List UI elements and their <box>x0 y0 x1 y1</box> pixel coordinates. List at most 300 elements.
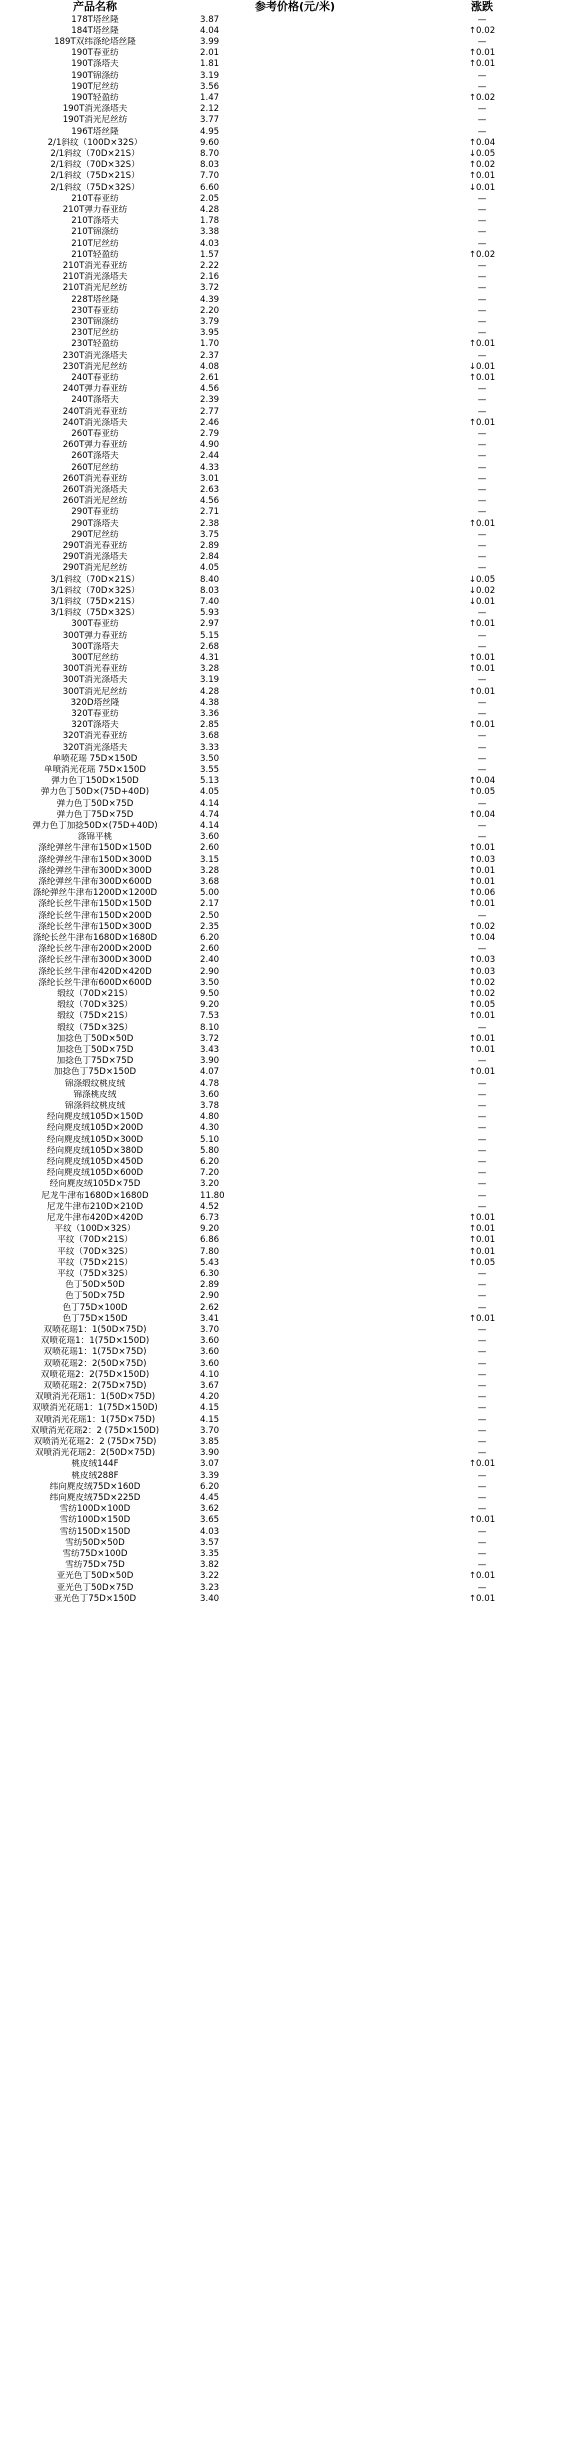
product-name-cell: 经向麂皮绒105D×600D <box>46 1168 144 1179</box>
product-name-cell: 260T春亚纺 <box>71 428 119 439</box>
change-cell: ↑0.01 <box>468 171 496 182</box>
price-cell: 2.16 <box>200 272 220 283</box>
product-name-cell: 亚光色丁75D×150D <box>53 1593 137 1604</box>
table-row <box>0 664 564 675</box>
change-cell: — <box>477 552 487 563</box>
price-cell: 3.70 <box>200 1425 220 1436</box>
table-row <box>0 1235 564 1246</box>
product-name-cell: 3/1斜纹（70D×32S） <box>50 585 140 596</box>
price-cell: 4.56 <box>200 384 220 395</box>
price-cell: 4.15 <box>200 1414 220 1425</box>
price-cell: 2.22 <box>200 260 220 271</box>
product-name-cell: 雪纺100D×150D <box>59 1515 131 1526</box>
product-name-cell: 230T消光尼丝纺 <box>62 361 128 372</box>
product-name-cell: 色丁50D×75D <box>65 1291 125 1302</box>
price-cell: 3.15 <box>200 854 220 865</box>
product-name-cell: 290T春亚纺 <box>71 507 119 518</box>
price-cell: 7.70 <box>200 171 220 182</box>
product-name-cell: 色丁50D×50D <box>65 1280 125 1291</box>
table-row <box>0 720 564 731</box>
product-name-cell: 尼龙牛津布210D×210D <box>46 1201 144 1212</box>
product-name-cell: 230T轻盈纺 <box>71 339 119 350</box>
product-name-cell: 双喷花瑶2：2(75D×150D) <box>40 1369 150 1380</box>
change-cell: — <box>477 1526 487 1537</box>
change-cell: — <box>477 753 487 764</box>
price-cell: 8.03 <box>200 160 220 171</box>
table-row <box>0 474 564 485</box>
product-name-cell: 190T轻盈纺 <box>71 92 119 103</box>
product-name-cell: 190T春亚纺 <box>71 48 119 59</box>
product-name-cell: 雪纺100D×100D <box>59 1504 131 1515</box>
product-name-cell: 210T锦涤纺 <box>71 227 119 238</box>
change-cell: ↑0.02 <box>468 92 496 103</box>
table-row <box>0 619 564 630</box>
change-cell: ↑0.01 <box>468 1044 496 1055</box>
table-row <box>0 373 564 384</box>
price-cell: 5.13 <box>200 776 220 787</box>
table-row <box>0 877 564 888</box>
product-name-cell: 190T消光涤塔夫 <box>62 104 128 115</box>
table-row <box>0 787 564 798</box>
change-cell: — <box>477 350 487 361</box>
change-cell: — <box>477 1358 487 1369</box>
table-row <box>0 496 564 507</box>
table-row <box>0 407 564 418</box>
table-row <box>0 866 564 877</box>
table-row <box>0 1594 564 1605</box>
change-cell: ↑0.01 <box>468 1313 496 1324</box>
table-row <box>0 451 564 462</box>
change-cell: — <box>477 1548 487 1559</box>
table-row <box>0 1426 564 1437</box>
change-cell: — <box>477 406 487 417</box>
table-row <box>0 239 564 250</box>
table-row <box>0 1202 564 1213</box>
product-name-cell: 230T消光涤塔夫 <box>62 350 128 361</box>
table-row <box>0 418 564 429</box>
price-cell: 2.89 <box>200 540 220 551</box>
table-row <box>0 351 564 362</box>
price-cell: 2.77 <box>200 406 220 417</box>
price-cell: 3.19 <box>200 675 220 686</box>
product-name-cell: 300T弹力春亚纺 <box>62 630 128 641</box>
table-row <box>0 395 564 406</box>
product-name-cell: 涤纶弹丝牛津布150D×150D <box>38 843 152 854</box>
change-cell: ↑0.01 <box>468 1235 496 1246</box>
product-name-cell: 桃皮绒288F <box>71 1470 119 1481</box>
price-cell: 11.80 <box>200 1190 225 1201</box>
price-cell: 3.82 <box>200 1560 220 1571</box>
price-cell: 3.55 <box>200 764 220 775</box>
price-cell: 7.20 <box>200 1168 220 1179</box>
change-cell: — <box>477 1268 487 1279</box>
price-cell: 3.28 <box>200 865 220 876</box>
product-name-cell: 260T涤塔夫 <box>71 451 119 462</box>
table-row <box>0 687 564 698</box>
price-cell: 2.97 <box>200 619 220 630</box>
change-cell: — <box>477 1582 487 1593</box>
product-name-cell: 桃皮绒144F <box>71 1459 119 1470</box>
price-cell: 4.52 <box>200 1201 220 1212</box>
price-cell: 3.19 <box>200 70 220 81</box>
change-cell: ↓0.01 <box>468 182 496 193</box>
price-cell: 2.44 <box>200 451 220 462</box>
change-cell: — <box>477 742 487 753</box>
table-row <box>0 82 564 93</box>
price-cell: 3.43 <box>200 1044 220 1055</box>
change-cell: — <box>477 384 487 395</box>
change-cell: — <box>477 1369 487 1380</box>
change-cell: — <box>477 227 487 238</box>
table-row <box>0 1325 564 1336</box>
product-name-cell: 雪纺75D×100D <box>62 1548 128 1559</box>
table-row <box>0 485 564 496</box>
change-cell: ↑0.01 <box>468 899 496 910</box>
table-row <box>0 127 564 138</box>
change-cell: — <box>477 1179 487 1190</box>
product-name-cell: 双喷消光花瑶2：2 (75D×150D) <box>30 1425 160 1436</box>
table-row <box>0 955 564 966</box>
table-row <box>0 1168 564 1179</box>
change-cell: — <box>477 1403 487 1414</box>
table-row <box>0 1191 564 1202</box>
product-name-cell: 3/1斜纹（75D×32S） <box>50 608 140 619</box>
product-name-cell: 210T弹力春亚纺 <box>62 204 128 215</box>
price-cell: 6.60 <box>200 182 220 193</box>
price-cell: 3.78 <box>200 1100 220 1111</box>
product-name-cell: 2/1斜纹（75D×21S） <box>50 171 140 182</box>
table-row <box>0 149 564 160</box>
change-cell: ↑0.02 <box>468 988 496 999</box>
table-row <box>0 328 564 339</box>
product-name-cell: 260T消光尼丝纺 <box>62 496 128 507</box>
change-cell: ↑0.01 <box>468 1593 496 1604</box>
product-name-cell: 缎纹（75D×32S） <box>57 1022 133 1033</box>
change-cell: ↑0.04 <box>468 137 496 148</box>
product-name-cell: 300T消光春亚纺 <box>62 664 128 675</box>
change-cell: ↑0.01 <box>468 1067 496 1078</box>
change-cell: ↑0.01 <box>468 1033 496 1044</box>
table-row <box>0 37 564 48</box>
price-cell: 2.39 <box>200 395 220 406</box>
change-cell: — <box>477 1481 487 1492</box>
change-cell: — <box>477 104 487 115</box>
product-name-cell: 单喷花瑶 75D×150D <box>52 753 138 764</box>
table-row <box>0 339 564 350</box>
price-cell: 3.99 <box>200 36 220 47</box>
product-name-cell: 210T消光尼丝纺 <box>62 283 128 294</box>
price-cell: 4.74 <box>200 809 220 820</box>
price-cell: 9.50 <box>200 988 220 999</box>
price-cell: 3.72 <box>200 1033 220 1044</box>
price-cell: 2.63 <box>200 484 220 495</box>
price-cell: 3.39 <box>200 1470 220 1481</box>
product-name-cell: 纬向麂皮绒75D×225D <box>49 1492 141 1503</box>
table-row <box>0 1303 564 1314</box>
product-name-cell: 涤纶长丝牛津布1680D×1680D <box>32 932 158 943</box>
change-cell: ↑0.03 <box>468 955 496 966</box>
price-cell: 2.37 <box>200 350 220 361</box>
table-row <box>0 1538 564 1549</box>
table-row <box>0 1560 564 1571</box>
table-row <box>0 1504 564 1515</box>
change-cell: — <box>477 294 487 305</box>
table-row <box>0 1146 564 1157</box>
table-row <box>0 250 564 261</box>
product-name-cell: 平纹（100D×32S） <box>54 1224 136 1235</box>
product-name-cell: 双喷花瑶1：1(50D×75D) <box>43 1324 147 1335</box>
product-name-cell: 弹力色丁加捻50D×(75D+40D) <box>32 820 158 831</box>
price-cell: 2.60 <box>200 843 220 854</box>
table-row <box>0 1123 564 1134</box>
price-cell: 2.62 <box>200 1302 220 1313</box>
change-cell: ↑0.02 <box>468 25 496 36</box>
table-row <box>0 306 564 317</box>
table-header <box>0 0 564 14</box>
table-row <box>0 1392 564 1403</box>
product-name-cell: 双喷花瑶1：1(75D×150D) <box>40 1336 150 1347</box>
table-row <box>0 922 564 933</box>
table-row <box>0 183 564 194</box>
table-row <box>0 810 564 821</box>
price-cell: 2.12 <box>200 104 220 115</box>
change-cell: — <box>477 708 487 719</box>
table-row <box>0 608 564 619</box>
change-cell: — <box>477 1112 487 1123</box>
table-row <box>0 1471 564 1482</box>
table-row <box>0 642 564 653</box>
table-row <box>0 1314 564 1325</box>
price-cell: 4.08 <box>200 361 220 372</box>
change-cell: ↑0.01 <box>468 59 496 70</box>
price-cell: 3.28 <box>200 664 220 675</box>
product-name-cell: 240T消光春亚纺 <box>62 406 128 417</box>
change-cell: ↑0.01 <box>468 865 496 876</box>
product-name-cell: 经向麂皮绒105D×150D <box>46 1112 144 1123</box>
product-name-cell: 色丁75D×100D <box>62 1302 128 1313</box>
price-cell: 3.33 <box>200 742 220 753</box>
change-cell: — <box>477 1022 487 1033</box>
price-cell: 1.47 <box>200 92 220 103</box>
change-cell: ↑0.01 <box>468 876 496 887</box>
change-cell: ↑0.01 <box>468 664 496 675</box>
table-row <box>0 160 564 171</box>
table-row <box>0 1583 564 1594</box>
product-name-cell: 240T消光涤塔夫 <box>62 417 128 428</box>
product-name-cell: 290T尼丝纺 <box>71 529 119 540</box>
price-cell: 6.86 <box>200 1235 220 1246</box>
table-row <box>0 911 564 922</box>
change-cell: ↑0.01 <box>468 1571 496 1582</box>
product-name-cell: 经向麂皮绒105D×75D <box>49 1179 141 1190</box>
table-row <box>0 933 564 944</box>
price-cell: 3.70 <box>200 1324 220 1335</box>
header-price-change: 涨跌 <box>471 0 493 13</box>
change-cell: — <box>477 697 487 708</box>
change-cell: — <box>477 204 487 215</box>
table-row <box>0 530 564 541</box>
price-cell: 1.70 <box>200 339 220 350</box>
product-name-cell: 尼龙牛津布1680D×1680D <box>41 1190 149 1201</box>
price-cell: 6.30 <box>200 1268 220 1279</box>
product-name-cell: 210T涤塔夫 <box>71 216 119 227</box>
table-row <box>0 1359 564 1370</box>
product-name-cell: 亚光色丁50D×75D <box>56 1582 134 1593</box>
table-row <box>0 1459 564 1470</box>
table-row <box>0 597 564 608</box>
product-name-cell: 210T尼丝纺 <box>71 238 119 249</box>
product-name-cell: 弹力色丁50D×(75D+40D) <box>40 787 150 798</box>
change-cell: — <box>477 1324 487 1335</box>
change-cell: — <box>477 1537 487 1548</box>
table-row <box>0 765 564 776</box>
product-name-cell: 缎纹（75D×21S） <box>57 1011 133 1022</box>
price-cell: 3.60 <box>200 1358 220 1369</box>
change-cell: — <box>477 216 487 227</box>
table-row <box>0 675 564 686</box>
product-name-cell: 锦涤桃皮绒 <box>73 1089 117 1100</box>
table-row <box>0 843 564 854</box>
price-cell: 2.20 <box>200 305 220 316</box>
table-row <box>0 1437 564 1448</box>
table-row <box>0 586 564 597</box>
change-cell: — <box>477 1134 487 1145</box>
price-cell: 6.73 <box>200 1212 220 1223</box>
table-row <box>0 283 564 294</box>
price-cell: 5.00 <box>200 888 220 899</box>
price-cell: 3.23 <box>200 1582 220 1593</box>
price-cell: 5.15 <box>200 630 220 641</box>
table-row <box>0 26 564 37</box>
change-cell: — <box>477 462 487 473</box>
change-cell: — <box>477 1425 487 1436</box>
table-row <box>0 1291 564 1302</box>
table-row <box>0 463 564 474</box>
price-cell: 3.40 <box>200 1593 220 1604</box>
change-cell: — <box>477 1336 487 1347</box>
price-cell: 3.56 <box>200 81 220 92</box>
product-name-cell: 经向麂皮绒105D×380D <box>46 1145 144 1156</box>
table-row <box>0 1482 564 1493</box>
price-cell: 9.20 <box>200 1000 220 1011</box>
price-cell: 4.90 <box>200 440 220 451</box>
product-name-cell: 300T尼丝纺 <box>71 652 119 663</box>
product-name-cell: 210T春亚纺 <box>71 193 119 204</box>
price-cell: 2.46 <box>200 417 220 428</box>
change-cell: — <box>477 81 487 92</box>
price-cell: 6.20 <box>200 1156 220 1167</box>
price-cell: 2.38 <box>200 518 220 529</box>
product-name-cell: 平纹（75D×32S） <box>57 1268 133 1279</box>
product-name-cell: 弹力色丁75D×75D <box>56 809 134 820</box>
price-cell: 2.61 <box>200 372 220 383</box>
change-cell: — <box>477 115 487 126</box>
price-cell: 3.60 <box>200 832 220 843</box>
product-name-cell: 涤纶长丝牛津布600D×600D <box>38 977 152 988</box>
product-name-cell: 2/1斜纹（70D×21S） <box>50 148 140 159</box>
change-cell: — <box>477 1448 487 1459</box>
table-row <box>0 709 564 720</box>
product-name-cell: 320T春亚纺 <box>71 708 119 719</box>
price-cell: 3.41 <box>200 1313 220 1324</box>
price-cell: 5.43 <box>200 1257 220 1268</box>
table-row <box>0 1213 564 1224</box>
change-cell: — <box>477 283 487 294</box>
change-cell: ↑0.02 <box>468 921 496 932</box>
product-name-cell: 320T消光春亚纺 <box>62 731 128 742</box>
product-name-cell: 涤纶弹丝牛津布150D×300D <box>38 854 152 865</box>
change-cell: ↑0.01 <box>468 652 496 663</box>
table-row <box>0 272 564 283</box>
product-name-cell: 210T消光春亚纺 <box>62 260 128 271</box>
product-name-cell: 双喷消光花瑶1：1(75D×150D) <box>32 1403 158 1414</box>
change-cell: — <box>477 764 487 775</box>
product-name-cell: 290T消光春亚纺 <box>62 540 128 551</box>
change-cell: — <box>477 1089 487 1100</box>
table-row <box>0 821 564 832</box>
change-cell: ↑0.01 <box>468 1224 496 1235</box>
price-cell: 3.20 <box>200 1179 220 1190</box>
change-cell: ↑0.01 <box>468 1459 496 1470</box>
change-cell: — <box>477 832 487 843</box>
product-name-cell: 双喷消光花瑶2：2 (75D×75D) <box>33 1436 157 1447</box>
product-name-cell: 双喷花瑶1：1(75D×75D) <box>43 1347 147 1358</box>
price-cell: 4.05 <box>200 563 220 574</box>
product-name-cell: 260T消光春亚纺 <box>62 473 128 484</box>
product-name-cell: 189T双纬涤纶塔丝隆 <box>54 36 136 47</box>
change-cell: — <box>477 675 487 686</box>
price-cell: 2.40 <box>200 955 220 966</box>
product-name-cell: 缎纹（70D×21S） <box>57 988 133 999</box>
product-name-cell: 锦涤缎纹桃皮绒 <box>64 1078 126 1089</box>
change-cell: — <box>477 529 487 540</box>
product-name-cell: 3/1斜纹（75D×21S） <box>50 596 140 607</box>
price-cell: 4.38 <box>200 697 220 708</box>
price-cell: 4.28 <box>200 686 220 697</box>
product-name-cell: 加捻色丁75D×75D <box>56 1056 134 1067</box>
price-cell: 3.36 <box>200 708 220 719</box>
table-row <box>0 978 564 989</box>
table-row <box>0 1135 564 1146</box>
table-row <box>0 429 564 440</box>
change-cell: — <box>477 1560 487 1571</box>
change-cell: — <box>477 14 487 25</box>
product-name-cell: 228T塔丝隆 <box>71 294 119 305</box>
change-cell: — <box>477 608 487 619</box>
price-cell: 2.60 <box>200 944 220 955</box>
price-cell: 3.60 <box>200 1336 220 1347</box>
product-name-cell: 加捻色丁75D×150D <box>53 1067 137 1078</box>
table-row <box>0 59 564 70</box>
price-cell: 2.01 <box>200 48 220 59</box>
price-cell: 3.77 <box>200 115 220 126</box>
price-cell: 3.75 <box>200 529 220 540</box>
table-row <box>0 1056 564 1067</box>
change-cell: — <box>477 1056 487 1067</box>
price-cell: 2.84 <box>200 552 220 563</box>
price-cell: 2.90 <box>200 1291 220 1302</box>
table-row <box>0 743 564 754</box>
table-row <box>0 1515 564 1526</box>
price-cell: 3.22 <box>200 1571 220 1582</box>
change-cell: — <box>477 126 487 137</box>
table-row <box>0 1549 564 1560</box>
table-row <box>0 295 564 306</box>
table-row <box>0 1527 564 1538</box>
change-cell: ↑0.01 <box>468 1212 496 1223</box>
table-row <box>0 1280 564 1291</box>
price-cell: 4.05 <box>200 787 220 798</box>
